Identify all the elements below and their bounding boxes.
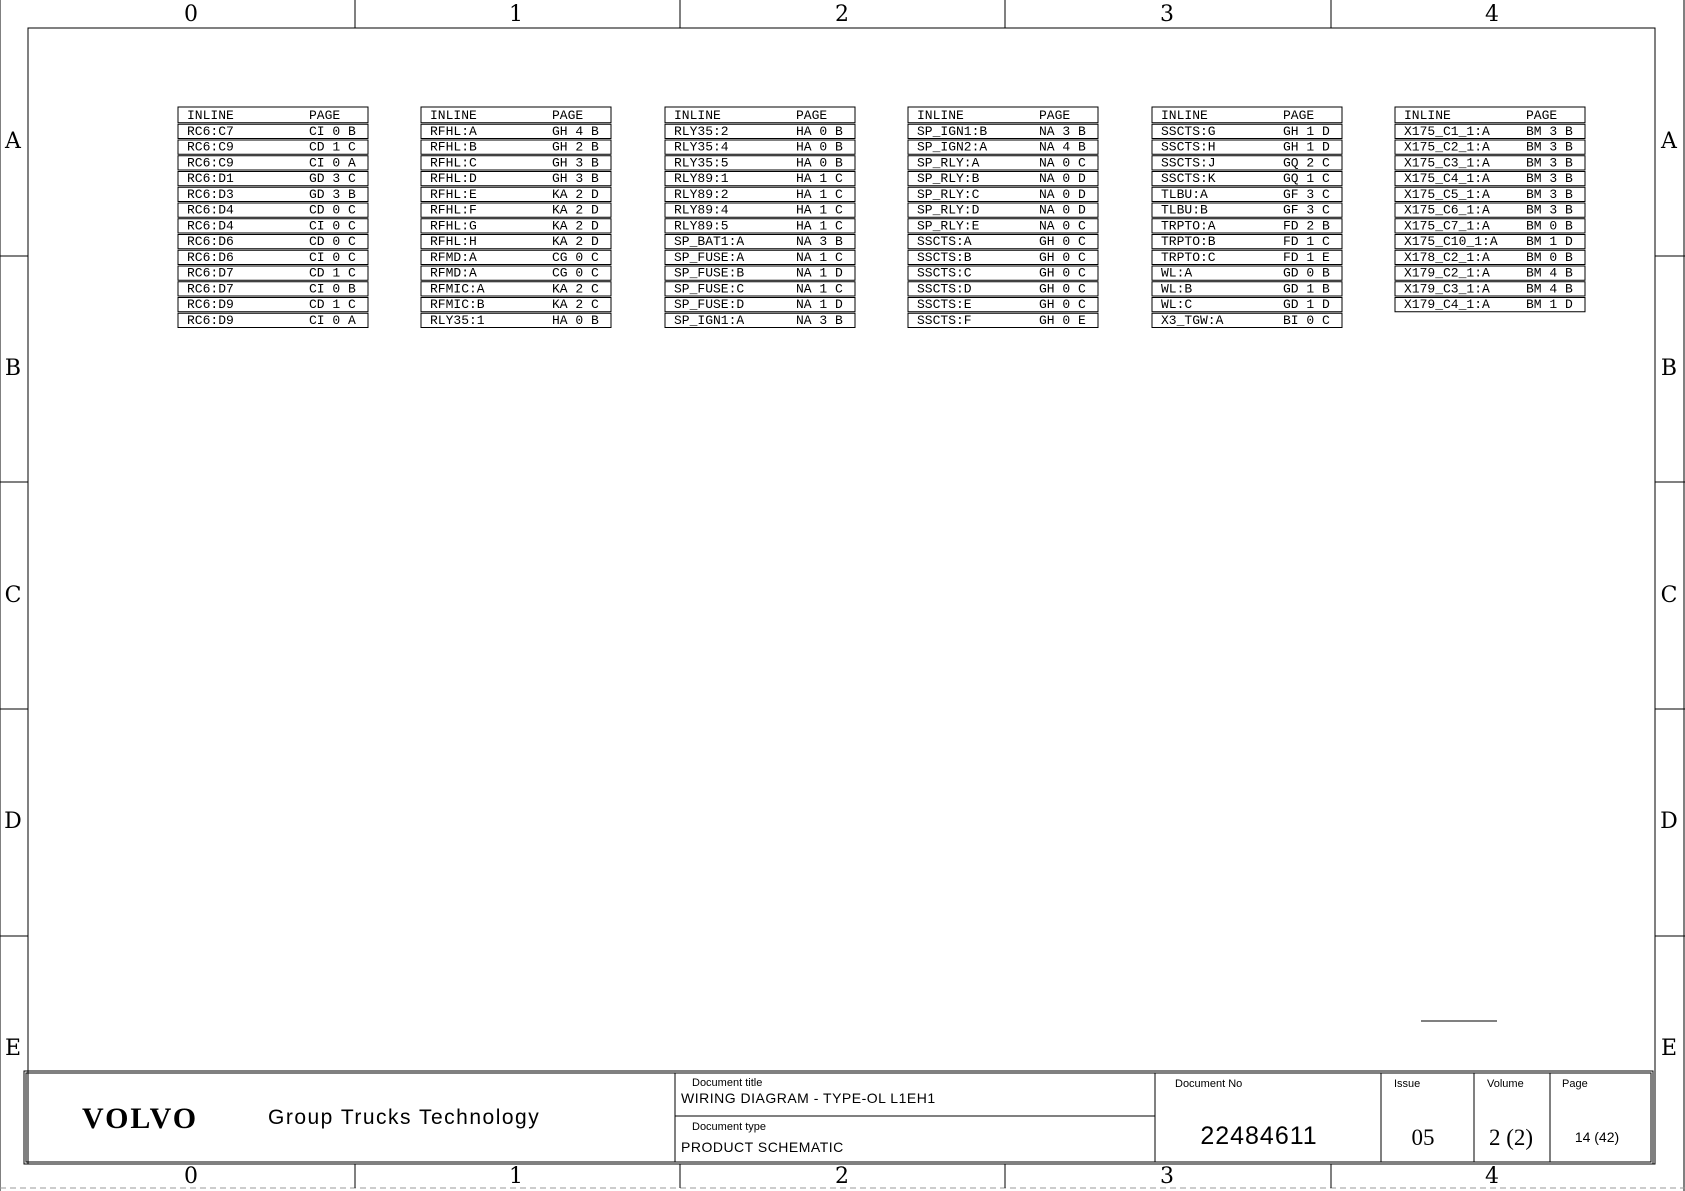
inline-cell: RC6:D4	[187, 218, 234, 234]
page-cell: GQ 1 C	[1283, 171, 1330, 186]
table-header-page: PAGE	[796, 108, 828, 123]
page-cell: NA 0 D	[1039, 171, 1086, 186]
page-cell: GD 3 B	[309, 186, 356, 202]
column-labels-top	[184, 2, 1499, 27]
page-cell: NA 3 B	[1039, 123, 1086, 139]
inline-cell: RLY89:5	[674, 218, 729, 234]
volume-label: Volume	[1487, 1078, 1524, 1090]
page-cell: NA 1 D	[796, 265, 843, 281]
doc-title-label: Document title	[692, 1077, 763, 1089]
inline-table	[665, 107, 855, 328]
inline-cell: SP_RLY:A	[917, 155, 980, 171]
inline-cell: SP_RLY:C	[917, 186, 980, 202]
page-cell: KA 2 D	[552, 234, 599, 249]
inline-table	[178, 107, 368, 328]
inline-cell: RC6:D9	[187, 297, 234, 312]
page-cell: NA 0 C	[1039, 218, 1086, 234]
page-cell: CD 0 C	[309, 234, 356, 249]
inline-cell: RFHL:H	[430, 234, 477, 249]
inline-cell: SP_FUSE:B	[674, 265, 745, 281]
page-cell: BM 3 B	[1526, 186, 1573, 202]
page-cell: GD 0 B	[1283, 265, 1330, 281]
page-cell: GF 3 C	[1283, 202, 1330, 218]
page-cell: HA 0 B	[796, 123, 843, 139]
page-cell: NA 1 D	[796, 297, 843, 312]
column-label: 2	[835, 2, 849, 27]
inline-cell: X175_C1_1:A	[1404, 123, 1490, 139]
inline-cell: SSCTS:B	[917, 249, 972, 265]
column-label: 3	[1160, 2, 1174, 27]
page-cell: NA 3 B	[796, 234, 843, 249]
inline-cell: RFHL:B	[430, 139, 477, 155]
inline-table	[1152, 107, 1342, 328]
page-cell: BM 4 B	[1526, 265, 1573, 281]
row-label: E	[4, 1036, 22, 1061]
inline-cell: RLY35:1	[430, 312, 485, 328]
table-header-page: PAGE	[552, 108, 584, 123]
inline-cell: SP_IGN1:B	[917, 123, 988, 139]
inline-cell: RLY35:2	[674, 123, 729, 139]
inline-cell: SP_FUSE:D	[674, 297, 745, 312]
page-cell: GH 3 B	[552, 171, 599, 186]
page-cell: CD 1 C	[309, 297, 356, 312]
page-cell: NA 0 D	[1039, 202, 1086, 218]
inline-cell: TRPTO:A	[1161, 218, 1216, 234]
page-cell: BI 0 C	[1283, 312, 1330, 328]
inline-cell: X175_C7_1:A	[1404, 218, 1490, 234]
inline-cell: RC6:C7	[187, 123, 234, 139]
inline-cell: RFHL:F	[430, 202, 477, 218]
inline-cell: X175_C6_1:A	[1404, 202, 1490, 218]
volvo-logo: VOLVO	[82, 1102, 199, 1135]
inline-cell: SSCTS:E	[917, 297, 972, 312]
page-cell: CI 0 B	[309, 281, 356, 297]
page-cell: FD 2 B	[1283, 218, 1330, 234]
title-block	[24, 1071, 1653, 1164]
column-labels-bottom	[184, 1164, 1499, 1189]
page-cell: HA 0 B	[552, 312, 599, 328]
inline-cell: SSCTS:F	[917, 312, 972, 328]
inline-cell: RC6:D7	[187, 265, 234, 281]
page-cell: BM 3 B	[1526, 202, 1573, 218]
row-label: A	[5, 129, 21, 154]
page-cell: FD 1 E	[1283, 249, 1330, 265]
page-cell: HA 1 C	[796, 202, 843, 218]
page-cell: FD 1 C	[1283, 234, 1330, 249]
inline-cell: RFMD:A	[430, 265, 477, 281]
page-cell: GH 0 C	[1039, 234, 1086, 249]
row-label: D	[1660, 809, 1678, 834]
inline-cell: RLY35:4	[674, 139, 729, 155]
row-label: C	[4, 583, 22, 608]
table-header-page: PAGE	[1526, 108, 1558, 123]
page-cell: CI 0 C	[309, 218, 356, 234]
row-label: E	[1660, 1036, 1678, 1061]
column-label: 0	[184, 1164, 198, 1189]
inline-table	[1395, 107, 1585, 312]
page-cell: KA 2 C	[552, 297, 599, 312]
inline-cell: RLY35:5	[674, 155, 729, 171]
page-cell: BM 3 B	[1526, 155, 1573, 171]
page-cell: GD 1 D	[1283, 297, 1330, 312]
inline-cell: SP_RLY:B	[917, 171, 980, 186]
inline-tables	[178, 107, 1585, 328]
inline-cell: X179_C3_1:A	[1404, 281, 1490, 297]
page-cell: GH 0 E	[1039, 312, 1086, 328]
page-cell: GH 1 D	[1283, 139, 1330, 155]
page-cell: CD 0 C	[309, 202, 356, 218]
inline-cell: WL:B	[1161, 281, 1193, 297]
inline-cell: RLY89:1	[674, 171, 729, 186]
inline-cell: X175_C10_1:A	[1404, 234, 1498, 249]
inline-table	[421, 107, 611, 328]
inline-cell: SSCTS:J	[1161, 155, 1216, 171]
inline-cell: SP_RLY:E	[917, 218, 980, 234]
inline-cell: SSCTS:G	[1161, 123, 1216, 139]
page-cell: GH 3 B	[552, 155, 599, 171]
page-cell: NA 3 B	[796, 312, 843, 328]
page-cell: GQ 2 C	[1283, 155, 1330, 171]
page-cell: BM 3 B	[1526, 171, 1573, 186]
inline-cell: SSCTS:K	[1161, 171, 1216, 186]
page-cell: CI 0 C	[309, 249, 356, 265]
inline-cell: RFHL:E	[430, 186, 477, 202]
inline-cell: RC6:C9	[187, 139, 234, 155]
page-cell: CI 0 A	[309, 312, 356, 328]
page-cell: KA 2 D	[552, 186, 599, 202]
page-cell: GH 0 C	[1039, 265, 1086, 281]
page-cell: CI 0 A	[309, 155, 356, 171]
page-cell: GD 1 B	[1283, 281, 1330, 297]
page-cell: BM 0 B	[1526, 218, 1573, 234]
table-header-inline: INLINE	[1404, 108, 1451, 123]
page-cell: GH 0 C	[1039, 281, 1086, 297]
inline-cell: RC6:D7	[187, 281, 234, 297]
page-cell: NA 4 B	[1039, 139, 1086, 155]
inline-cell: X179_C2_1:A	[1404, 265, 1490, 281]
page-cell: GH 0 C	[1039, 297, 1086, 312]
inline-cell: X175_C5_1:A	[1404, 186, 1490, 202]
inline-cell: RFMD:A	[430, 249, 477, 265]
inline-cell: RC6:D6	[187, 249, 234, 265]
inline-cell: RFHL:G	[430, 218, 477, 234]
page-cell: CD 1 C	[309, 265, 356, 281]
row-labels-right	[1660, 129, 1678, 1061]
table-header-page: PAGE	[1283, 108, 1315, 123]
inline-cell: WL:A	[1161, 265, 1193, 281]
row-dividers	[0, 256, 1685, 936]
doc-no-label: Document No	[1175, 1078, 1243, 1090]
inline-cell: SP_BAT1:A	[674, 234, 745, 249]
issue-label: Issue	[1394, 1078, 1421, 1090]
page-cell: CI 0 B	[309, 123, 356, 139]
volume-value: 2 (2)	[1488, 1125, 1534, 1150]
page-cell: CD 1 C	[309, 139, 356, 155]
column-label: 4	[1485, 2, 1499, 27]
page-cell: BM 0 B	[1526, 249, 1573, 265]
page-cell: HA 1 C	[796, 218, 843, 234]
page-cell: HA 0 B	[796, 155, 843, 171]
inline-cell: TLBU:B	[1161, 202, 1208, 218]
page-cell: KA 2 D	[552, 202, 599, 218]
inline-cell: X175_C4_1:A	[1404, 171, 1490, 186]
page-cell: GF 3 C	[1283, 186, 1330, 202]
inline-cell: RFHL:D	[430, 171, 477, 186]
inline-cell: X178_C2_1:A	[1404, 249, 1490, 265]
page-cell: BM 1 D	[1526, 234, 1573, 249]
inline-cell: SSCTS:A	[917, 234, 972, 249]
inline-cell: X179_C4_1:A	[1404, 297, 1490, 312]
page-cell: KA 2 D	[552, 218, 599, 234]
doc-type-label: Document type	[692, 1121, 766, 1133]
row-label: B	[1660, 356, 1678, 381]
page-cell: BM 4 B	[1526, 281, 1573, 297]
inline-cell: RFMIC:A	[430, 281, 485, 297]
row-label: D	[4, 809, 22, 834]
table-header-inline: INLINE	[187, 108, 234, 123]
column-label: 1	[509, 1164, 523, 1189]
page-cell: HA 1 C	[796, 171, 843, 186]
table-header-page: PAGE	[1039, 108, 1071, 123]
table-header-page: PAGE	[309, 108, 341, 123]
page-cell: BM 3 B	[1526, 139, 1573, 155]
company-name: Group Trucks Technology	[268, 1106, 541, 1129]
inline-cell: RC6:D4	[187, 202, 234, 218]
inline-cell: RC6:D1	[187, 171, 234, 186]
page-cell: CG 0 C	[552, 249, 599, 265]
page-cell: NA 1 C	[796, 249, 843, 265]
page-cell: HA 1 C	[796, 186, 843, 202]
inline-cell: RFHL:C	[430, 155, 477, 171]
inline-cell: X3_TGW:A	[1161, 312, 1224, 328]
inline-cell: RFHL:A	[430, 123, 477, 139]
table-header-inline: INLINE	[430, 108, 477, 123]
page-value: 14 (42)	[1574, 1129, 1620, 1145]
inline-cell: SSCTS:C	[917, 265, 972, 281]
inline-cell: SSCTS:H	[1161, 139, 1216, 155]
page-cell: BM 1 D	[1526, 297, 1573, 312]
page-cell: GH 1 D	[1283, 123, 1330, 139]
inline-table	[908, 107, 1098, 328]
inline-cell: X175_C2_1:A	[1404, 139, 1490, 155]
inline-cell: RC6:C9	[187, 155, 234, 171]
inline-cell: TRPTO:C	[1161, 249, 1216, 265]
column-label: 0	[184, 2, 198, 27]
doc-no: 22484611	[1200, 1122, 1318, 1150]
column-label: 4	[1485, 1164, 1499, 1189]
page-cell: NA 0 C	[1039, 155, 1086, 171]
doc-type: PRODUCT SCHEMATIC	[681, 1139, 844, 1155]
page-label: Page	[1562, 1078, 1588, 1090]
table-header-inline: INLINE	[917, 108, 964, 123]
inline-cell: SP_RLY:D	[917, 202, 980, 218]
inline-cell: TLBU:A	[1161, 186, 1208, 202]
table-header-inline: INLINE	[674, 108, 721, 123]
inline-cell: RC6:D6	[187, 234, 234, 249]
inline-cell: RC6:D9	[187, 312, 234, 328]
column-label: 3	[1160, 1164, 1174, 1189]
page-cell: GD 3 C	[309, 171, 356, 186]
table-header-inline: INLINE	[1161, 108, 1208, 123]
inline-cell: X175_C3_1:A	[1404, 155, 1490, 171]
inline-cell: RFMIC:B	[430, 297, 485, 312]
row-label: B	[4, 356, 22, 381]
inline-cell: RLY89:2	[674, 186, 729, 202]
page-cell: NA 1 C	[796, 281, 843, 297]
row-labels-left	[4, 129, 22, 1061]
page-cell: GH 2 B	[552, 139, 599, 155]
inline-cell: SP_IGN2:A	[917, 139, 988, 155]
row-label: C	[1660, 583, 1678, 608]
inline-cell: SP_FUSE:A	[674, 249, 745, 265]
page-cell: NA 0 D	[1039, 186, 1086, 202]
page-cell: GH 0 C	[1039, 249, 1086, 265]
page-cell: BM 3 B	[1526, 123, 1573, 139]
inline-cell: RC6:D3	[187, 186, 234, 202]
inline-cell: WL:C	[1161, 297, 1193, 312]
inline-cell: TRPTO:B	[1161, 234, 1216, 249]
page-cell: CG 0 C	[552, 265, 599, 281]
inline-cell: SP_FUSE:C	[674, 281, 745, 297]
page-cell: GH 4 B	[552, 123, 599, 139]
page-cell: KA 2 C	[552, 281, 599, 297]
inline-cell: SP_IGN1:A	[674, 312, 745, 328]
doc-title: WIRING DIAGRAM - TYPE-OL L1EH1	[681, 1090, 936, 1106]
page-cell: HA 0 B	[796, 139, 843, 155]
inline-cell: RLY89:4	[674, 202, 729, 218]
column-label: 1	[509, 2, 523, 27]
row-label: A	[1661, 129, 1677, 154]
inline-cell: SSCTS:D	[917, 281, 972, 297]
column-label: 2	[835, 1164, 849, 1189]
issue-value: 05	[1411, 1125, 1435, 1150]
